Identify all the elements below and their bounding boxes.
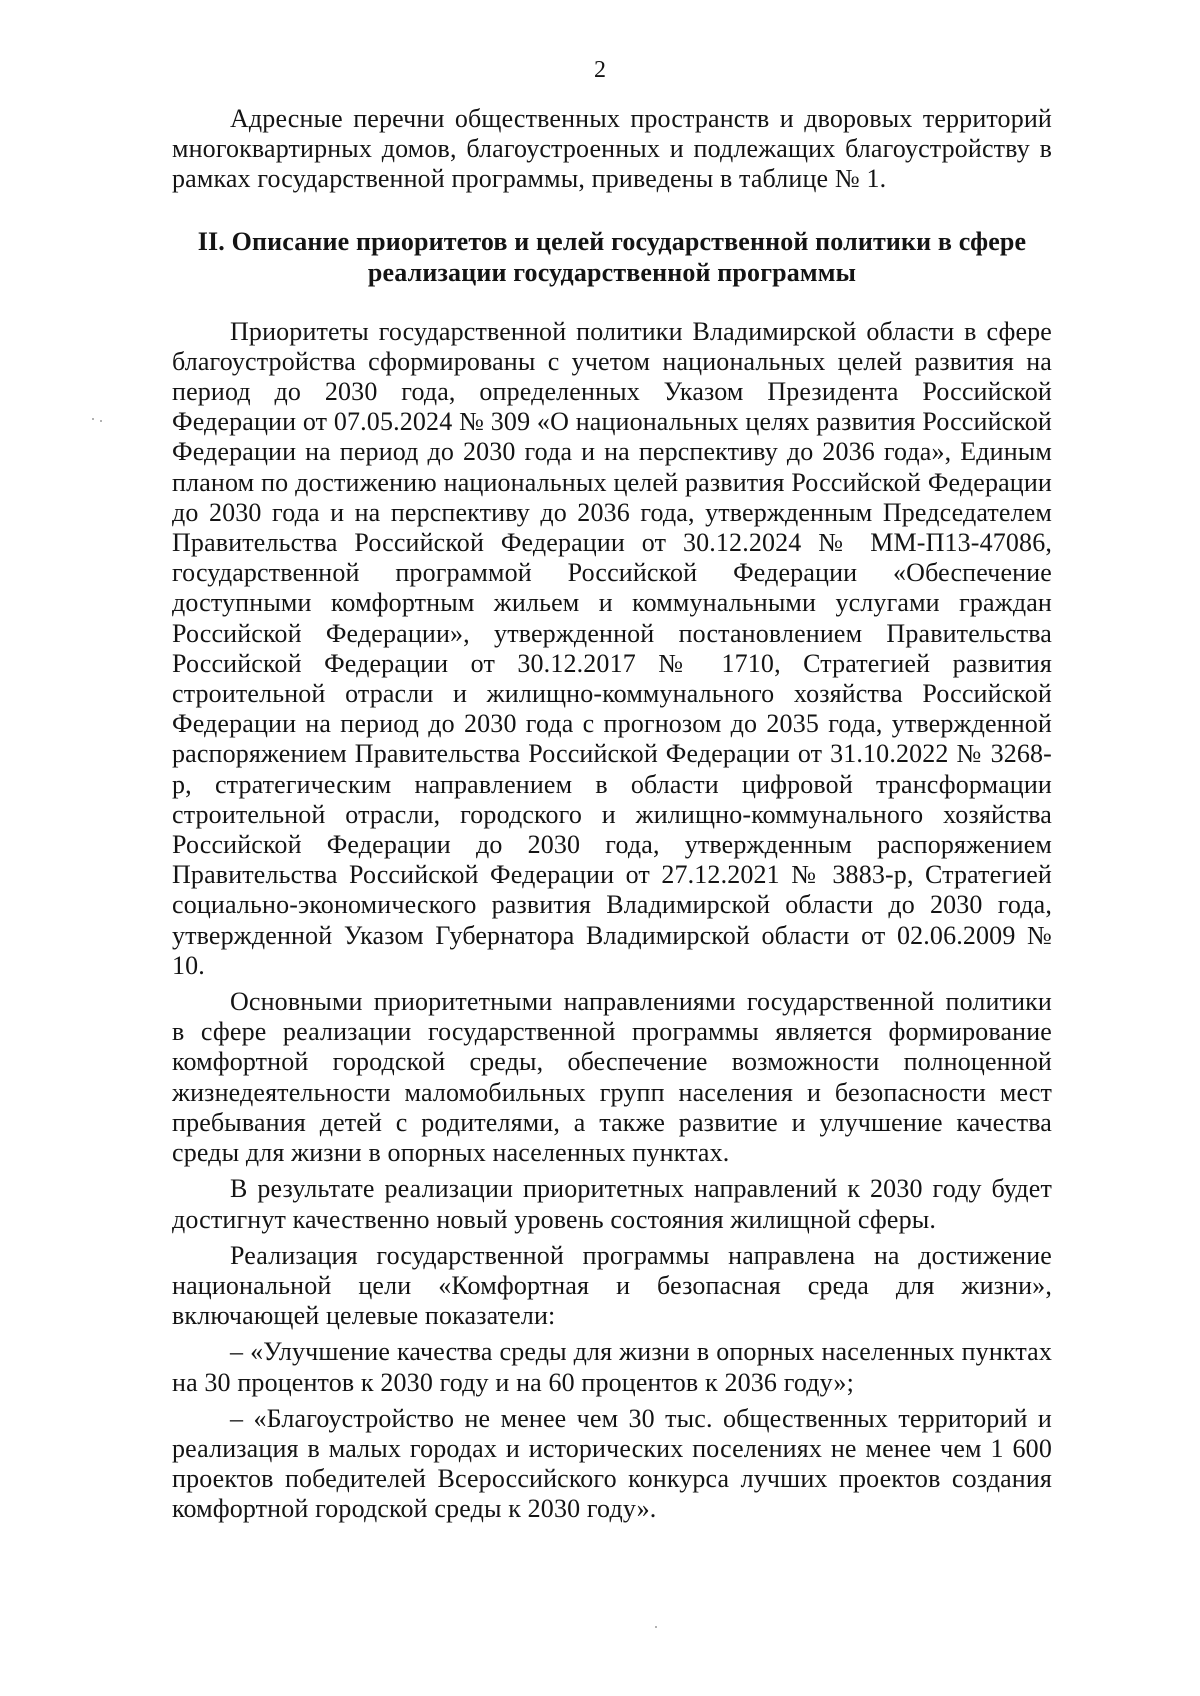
- section-heading: II. Описание приоритетов и целей государственной политики в сфере реализации государственной программы: [197, 226, 1027, 287]
- page-number: 2: [594, 57, 606, 83]
- paragraph-priorities: Приоритеты государственной политики Владимирской области в сфере благоустройства сформированы с учетом национальных целей развития на период до 2030 года, определенных Указом Президента Российской Федерации от 07.05.2024 № 309 «О национальных целях развития Российской Федерации на период до 2030 года и на перспективу до 2036 года», Единым планом по достижению национальных целей развития Российской Федерации до 2030 года и на перспективу до 2036 года, утвержденным Председателем Правительства Российской Федерации от 30.12.2024 № ММ-П13-47086, государственной программой Российской Федерации «Обеспечение доступными комфортным жильем и коммунальными услугами граждан Российской Федерации», утвержденной постановлением Правительства Российской Федерации от 30.12.2017 № 1710, Стратегией развития строительной отрасли и жилищно-коммунального хозяйства Российской Федерации на период до 2030 года с прогнозом до 2035 года, утвержденной распоряжением Правительства Российской Федерации от 31.10.2022 № 3268-р, стратегическим направлением в области цифровой трансформации строительной отрасли, городского и жилищно-коммунального хозяйства Российской Федерации до 2030 года, утвержденным распоряжением Правительства Российской Федерации от 27.12.2021 № 3883-р, Стратегией социально-экономического развития Владимирской области до 2030 года, утвержденной Указом Губернатора Владимирской области от 02.06.2009 № 10.: [172, 316, 1052, 980]
- list-item-indicator-1: – «Улучшение качества среды для жизни в опорных населенных пунктах на 30 процентов к 2030 году и на 60 процентов к 2036 году»;: [172, 1337, 1052, 1397]
- scan-speck: [655, 1626, 657, 1628]
- document-body: [172, 104, 1052, 1525]
- paragraph-main-directions: Основными приоритетными направлениями государственной политики в сфере реализации государственной программы является формирование комфортной городской среды, обеспечение возможности полноценной жизнедеятельности маломобильных групп населения и безопасности мест пребывания детей с родителями, а также развитие и улучшение качества среды для жизни в опорных населенных пунктах.: [172, 987, 1052, 1168]
- scan-speck: [92, 418, 94, 420]
- list-item-indicator-2: – «Благоустройство не менее чем 30 тыс. общественных территорий и реализация в малых городах и исторических поселениях не менее чем 1 600 проектов победителей Всероссийского конкурса лучших проектов создания комфортной городской среды к 2030 году».: [172, 1403, 1052, 1524]
- intro-paragraph: Адресные перечни общественных пространств и дворовых территорий многоквартирных домов, благоустроенных и подлежащих благоустройству в рамках государственной программы, приведены в таблице № 1.: [172, 104, 1052, 194]
- paragraph-national-goal: Реализация государственной программы направлена на достижение национальной цели «Комфортная и безопасная среда для жизни», включающей целевые показатели:: [172, 1240, 1052, 1331]
- scan-speck: [100, 420, 102, 422]
- paragraph-result: В результате реализации приоритетных направлений к 2030 году будет достигнут качественно новый уровень состояния жилищной сферы.: [172, 1174, 1052, 1234]
